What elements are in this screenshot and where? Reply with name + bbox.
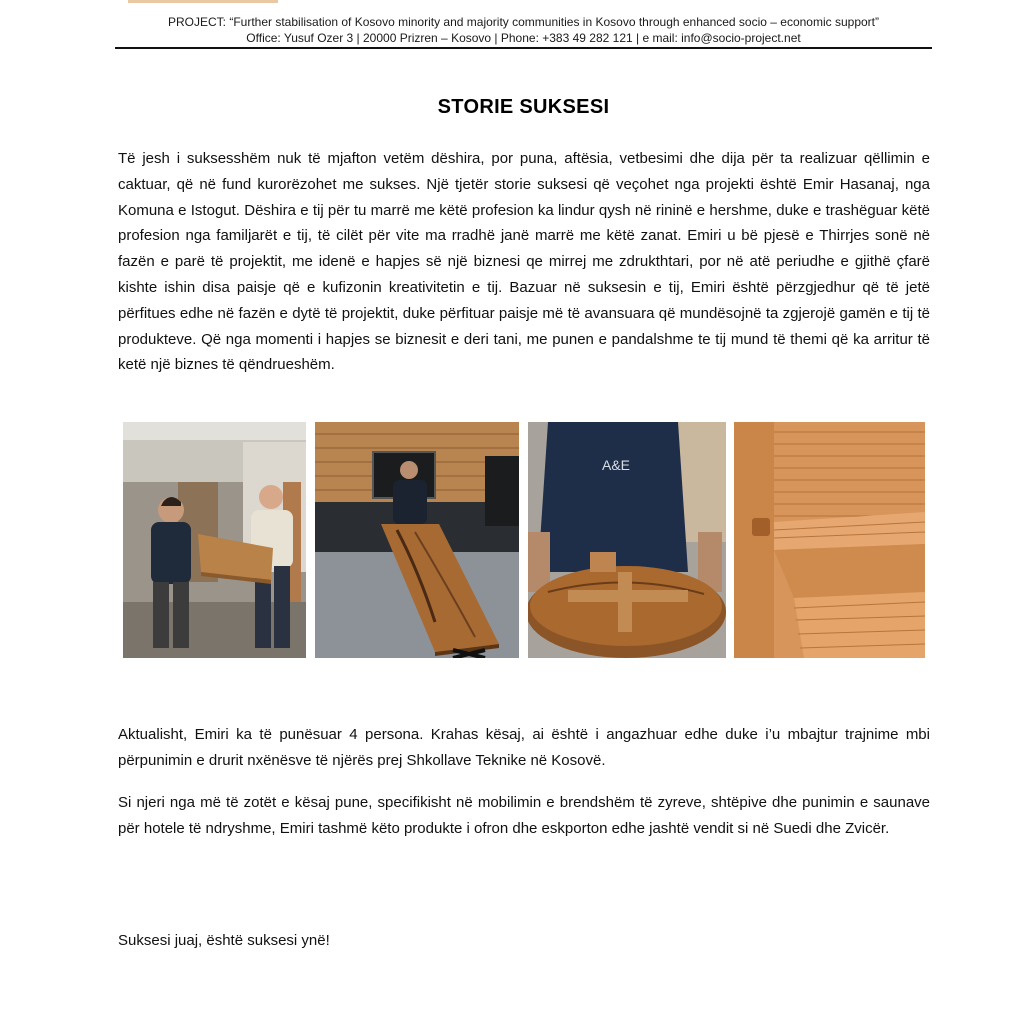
photo-round-tabletop (528, 422, 726, 658)
letterhead (115, 14, 932, 46)
page-title: STORIE SUKSESI (437, 96, 610, 118)
photo-sauna (734, 422, 925, 658)
header-divider (115, 47, 932, 49)
export-paragraph: Si njeri nga më të zotët e kësaj pune, specifikisht në mobilimin e brendshëm të zyreve, shtëpive dhe punimin e saunave për hotele të ndryshme, Emiri tashmë këto produkte i ofron dhe eskporton edhe jashtë vendit si në Suedi dhe Zvicër. (118, 794, 930, 837)
closing-line: Suksesi juaj, është suksesi ynë! (118, 932, 330, 949)
intro-paragraph: Të jesh i suksesshëm nuk të mjafton vetëm dëshira, por puna, aftësia, vetbesimi dhe dija për ta realizuar qëllimin e caktuar, që në fund kurorëzohet me sukses. Një tjetër storie suksesi që veçohet nga projekti është Emir Hasanaj, nga Komuna e Istogut. Dëshira e tij për tu marrë me këtë profesion ka lindur qysh në rininë e hershme, duke e trashëguar këtë profesion nga familjarët e tij, të cilët për vite ma rradhë janë marrë me këtë zanat. Emiri u bë pjesë e Thirrjes sonë në fazën e parë të projektit, me idenë e hapjes së një biznesi qe mirrej me zdrukthtari, por në atë periudhe e gjithë çfarë kishte ishin disa paisje që e kufizonin kreativitetin e tij. Bazuar në suksesin e tij, Emiri është përzgjedhur që të jetë përfitues edhe në fazën e dytë të projektit, duke përfituar paisje më të avansuara që mundësojnë ta zgjerojë gamën e tij të produkteve. Që nga momenti i hapjes se biznesit e deri tani, me punen e pandalshme te tij mund të themi që ka arritur të ketë një biznes të qëndrueshëm. (118, 150, 930, 374)
project-line: PROJECT: “Further stabilisation of Kosovo minority and majority communities in Kosovo through enhanced socio – economic support” (168, 15, 879, 29)
current-paragraph: Aktualisht, Emiri ka të punësuar 4 persona. Krahas kësaj, ai është i angazhuar edhe duke i’u mbajtur trajnime mbi përpunimin e drurit nxënësve të njërës prej Shkollave Teknike në Kosovë. (118, 726, 930, 769)
logo-strip (128, 0, 278, 3)
shirt-logo-text: A&E (602, 457, 631, 473)
photo-wooden-table (315, 422, 519, 658)
photo-workshop-men (123, 422, 306, 658)
office-line: Office: Yusuf Ozer 3 | 20000 Prizren – Kosovo | Phone: +383 49 282 121 | e mail: info@socio-project.net (246, 31, 801, 45)
